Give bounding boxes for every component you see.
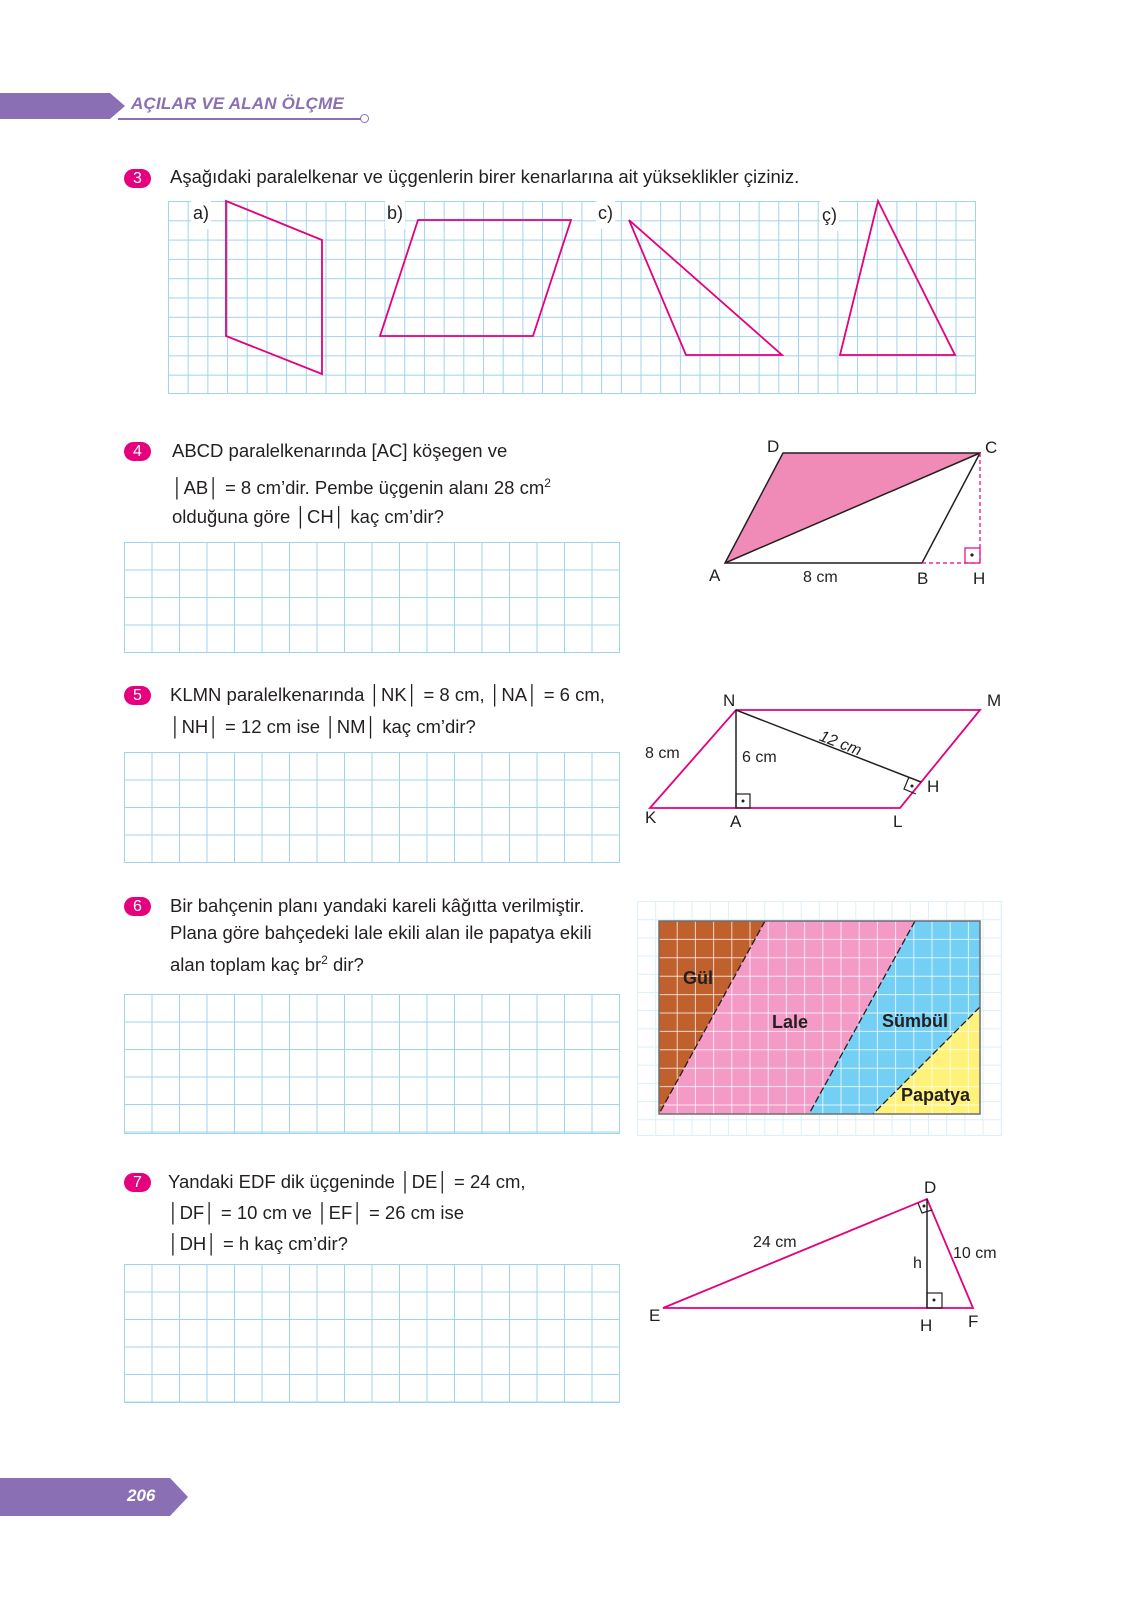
label-lale: Lale <box>772 1012 809 1032</box>
shape-b-parallelogram <box>380 220 571 336</box>
question-5-number: 5 <box>124 686 151 705</box>
vertex-d: D <box>767 437 780 456</box>
length-de: 24 cm <box>753 1234 797 1251</box>
vertex-n: N <box>723 691 736 710</box>
length-nh: 12 cm <box>816 728 864 760</box>
shape-a-parallelogram <box>226 201 322 374</box>
question-3-number: 3 <box>124 169 151 188</box>
vertex-f: F <box>968 1312 979 1331</box>
question-7-line-2: │DF│ = 10 cm ve │EF│ = 26 cm ise <box>168 1202 465 1223</box>
label-a: a) <box>191 197 211 229</box>
vertex-b: B <box>917 569 929 588</box>
vertex-e: E <box>649 1306 661 1325</box>
vertex-h: H <box>973 569 986 588</box>
label-sumbul: Sümbül <box>882 1011 948 1031</box>
right-angle-d-dot <box>923 1205 926 1208</box>
vertex-d7: D <box>924 1178 937 1197</box>
page-number: 206 <box>127 1486 156 1505</box>
label-c: c) <box>596 197 615 229</box>
length-df: 10 cm <box>953 1245 997 1262</box>
right-angle-h-dot <box>911 785 914 788</box>
vertex-a: A <box>709 566 721 585</box>
right-angle-a-dot <box>742 800 745 803</box>
vertex-h5: H <box>927 777 940 796</box>
vertex-m: M <box>987 691 1002 710</box>
label-c-cedilla: ç) <box>820 199 839 231</box>
right-angle-dot <box>970 553 973 556</box>
question-4-line-1: ABCD paralelkenarında [AC] köşegen ve <box>172 440 508 461</box>
chapter-title: AÇILAR VE ALAN ÖLÇME <box>131 94 345 113</box>
vertex-a5: A <box>730 812 742 831</box>
question-4-line-2: │AB│ = 8 cm’dir. Pembe üçgenin alanı 28 $cm^2$ <box>172 476 551 499</box>
question-5-figure <box>630 690 1010 830</box>
footer-band <box>0 1478 188 1516</box>
length-ab: 8 cm <box>803 569 838 586</box>
question-6-number: 6 <box>124 897 151 916</box>
shape-c-cedilla-triangle <box>840 201 955 355</box>
length-na: 6 cm <box>742 749 777 766</box>
question-7-line-1: Yandaki EDF dik üçgeninde │DE│ = 24 cm, <box>168 1171 526 1192</box>
question-7-number: 7 <box>124 1173 151 1192</box>
question-5-answer-grid[interactable] <box>124 752 620 863</box>
right-angle-h7-dot <box>933 1299 936 1302</box>
label-h: h <box>913 1255 922 1272</box>
vertex-h7: H <box>920 1316 933 1335</box>
question-6-line-1: Bir bahçenin planı yandaki kareli kâğıtta verilmiştir. <box>170 895 585 916</box>
vertex-k: K <box>645 808 657 827</box>
vertex-c: C <box>985 438 998 457</box>
question-6-answer-grid[interactable] <box>124 994 620 1134</box>
label-gul: Gül <box>683 968 713 988</box>
question-6-line-2: Plana göre bahçedeki lale ekili alan ile papatya ekili <box>170 922 592 943</box>
question-6-line-3: alan toplam kaç $br^2$ dir? <box>170 953 364 976</box>
question-7-line-3: │DH│ = h kaç cm’dir? <box>168 1233 348 1254</box>
question-4-line-3: olduğuna göre │CH│ kaç cm’dir? <box>172 506 444 527</box>
question-4-number: 4 <box>124 442 151 461</box>
question-3-text: Aşağıdaki paralelkenar ve üçgenlerin birer kenarlarına ait yükseklikler çiziniz. <box>170 166 800 187</box>
vertex-l: L <box>893 812 903 831</box>
label-papatya: Papatya <box>901 1085 971 1105</box>
question-5-line-1: KLMN paralelkenarında │NK│ = 8 cm, │NA│ = 6 cm, <box>170 684 605 705</box>
shape-c-triangle <box>629 220 782 355</box>
question-4-figure <box>690 430 1020 600</box>
length-nk: 8 cm <box>645 745 680 762</box>
question-5-line-2: │NH│ = 12 cm ise │NM│ kaç cm’dir? <box>170 716 476 737</box>
label-b: b) <box>385 197 405 229</box>
question-7-answer-grid[interactable] <box>124 1264 620 1403</box>
question-3-shapes <box>0 0 1134 420</box>
question-4-answer-grid[interactable] <box>124 542 620 653</box>
